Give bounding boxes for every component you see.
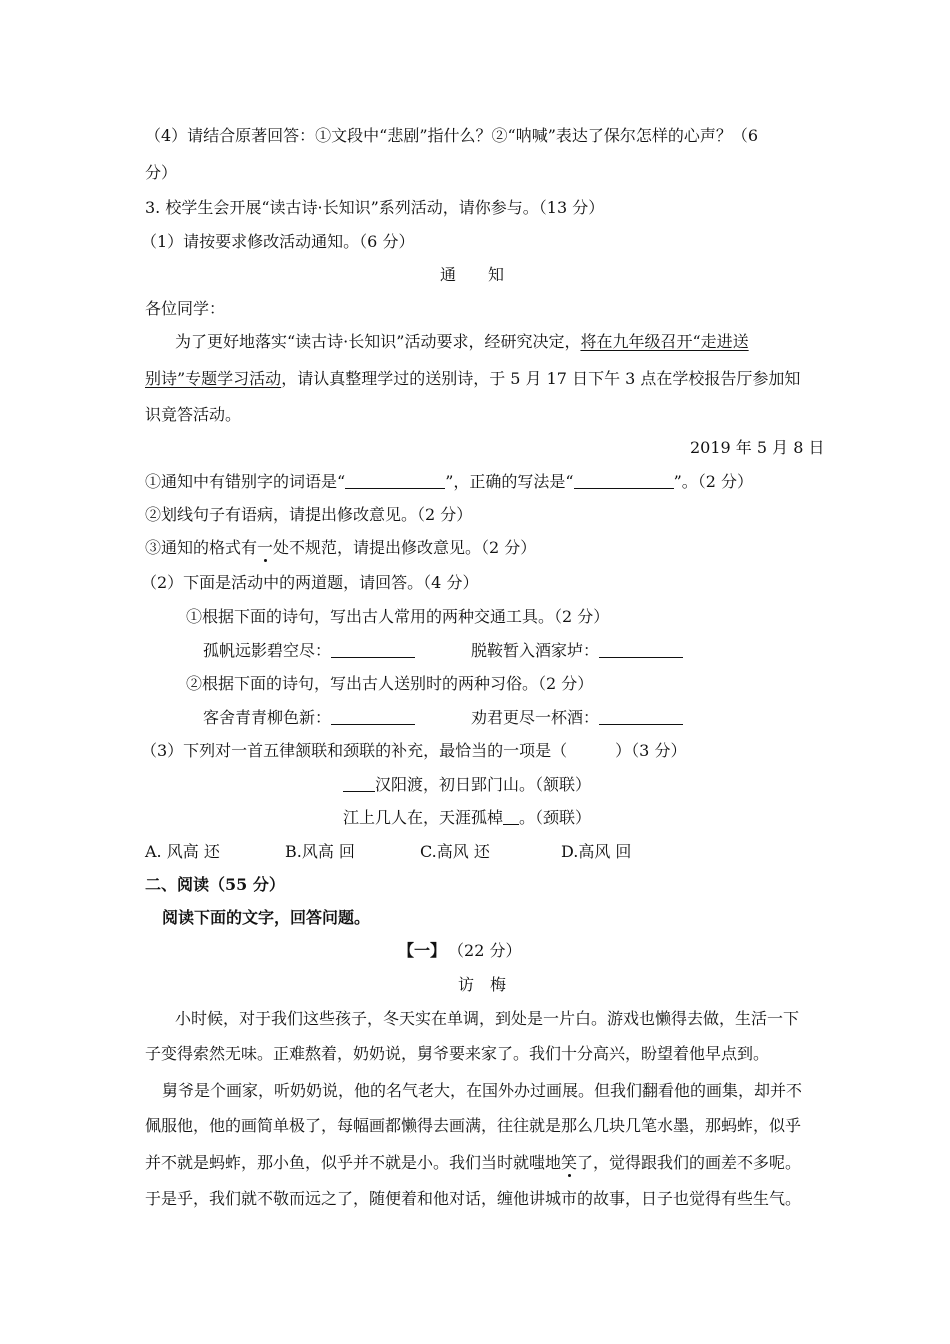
sub1-mid: ”，正确的写法是“	[445, 472, 574, 491]
option-a: A. 风高 还	[145, 842, 220, 861]
q3-part1: （1）请按要求修改活动通知。（6 分）	[141, 232, 415, 251]
answer-blank[interactable]	[503, 808, 519, 825]
section2-title: 二、阅读（55 分）	[145, 875, 285, 894]
story-title: 访 梅	[458, 975, 507, 994]
poem-line-end: 。（颈联）	[519, 808, 592, 827]
answer-blank[interactable]	[599, 641, 683, 658]
q2-4-line1: （4）请结合原著回答：①文段中“悲剧”指什么？②“呐喊”表达了保尔怎样的心声？（6	[145, 126, 759, 145]
sub3-prefix: ③通知的格式有	[145, 538, 258, 557]
sub1-end: ”。（2 分）	[673, 472, 754, 491]
notice-body-text: ，请认真整理学过的送别诗，于 5 月 17 日下午 3 点在学校报告厅参加知	[281, 369, 801, 388]
paragraph-text: 并不就是蚂蚱，那小鱼，似乎并不就是小。我们当时就嗤地	[145, 1153, 562, 1172]
underlined-sentence: 将在九年级召开“走进送	[580, 332, 749, 351]
part2-q1-answers	[203, 640, 415, 662]
part2-q2: ②根据下面的诗句，写出古人送别时的两种习俗。（2 分）	[186, 674, 594, 693]
emphasis-char: 笑	[561, 1153, 578, 1172]
q3-sub3	[145, 537, 536, 559]
part3-line2	[343, 807, 591, 829]
emphasis-char: 一	[257, 538, 274, 557]
section2-instruction: 阅读下面的文字，回答问题。	[162, 908, 371, 927]
answer-blank[interactable]	[343, 775, 375, 792]
sub1-prompt: ①通知中有错别字的词语是“	[145, 472, 346, 491]
part2-q2-answers-b	[471, 707, 683, 729]
answer-blank[interactable]	[345, 472, 445, 489]
notice-body-line2	[145, 368, 800, 390]
part2-q2-answers	[203, 707, 415, 729]
option-d: D.高风 回	[561, 842, 632, 861]
paragraph-line: 于是乎，我们就不敬而远之了，随便着和他对话，缠他讲城市的故事，日子也觉得有些生气。	[145, 1189, 802, 1208]
q2-4-line2: 分）	[145, 163, 178, 182]
poem-line: 江上几人在，天涯孤棹	[343, 808, 504, 827]
q3-part3: （3）下列对一首五律颔联和颈联的补充，最恰当的一项是（ ）（3 分）	[141, 741, 687, 760]
part-heading	[398, 940, 521, 962]
poem-line: 劝君更尽一杯酒：	[471, 708, 600, 727]
option-c: C.高风 还	[420, 842, 490, 861]
part-label: 【一】	[398, 941, 447, 960]
answer-blank[interactable]	[599, 708, 683, 725]
option-b: B.风高 回	[285, 842, 355, 861]
notice-body-line1	[175, 331, 749, 353]
sub3-suffix: 处不规范，请提出修改意见。（2 分）	[273, 538, 537, 557]
paragraph-text: 了，觉得跟我们的画差不多呢。	[577, 1153, 802, 1172]
q3-part2: （2）下面是活动中的两道题，请回答。（4 分）	[141, 573, 479, 592]
notice-body-line3: 识竟答活动。	[145, 405, 242, 424]
poem-line: 孤帆远影碧空尽：	[203, 641, 332, 660]
part2-q1-answers-b	[471, 640, 683, 662]
notice-date: 2019 年 5 月 8 日	[690, 438, 825, 457]
paragraph-line	[145, 1152, 801, 1174]
underlined-sentence: 别诗”专题学习活动	[145, 369, 282, 388]
notice-body-text: 为了更好地落实“读古诗·长知识”活动要求，经研究决定，	[175, 332, 581, 351]
poem-line: 汉阳渡，初日郢门山。（颔联）	[375, 775, 592, 794]
answer-blank[interactable]	[331, 708, 415, 725]
paragraph-line: 小时候，对于我们这些孩子，冬天实在单调，到处是一片白。游戏也懒得去做，生活一下	[175, 1009, 800, 1028]
paragraph-line: 佩服他，他的画简单极了，每幅画都懒得去画满，往往就是那么几块几笔水墨，那蚂蚱，似乎	[145, 1116, 802, 1135]
notice-heading: 通 知	[440, 265, 505, 284]
poem-line: 客舍青青柳色新：	[203, 708, 332, 727]
answer-blank[interactable]	[331, 641, 415, 658]
paragraph-line: 子变得索然无味。正难熬着，奶奶说，舅爷要来家了。我们十分高兴，盼望着他早点到。	[145, 1044, 770, 1063]
q3-sub2: ②划线句子有语病，请提出修改意见。（2 分）	[145, 505, 473, 524]
poem-line: 脱鞍暂入酒家垆：	[471, 641, 600, 660]
part-score: （22 分）	[456, 941, 522, 960]
part2-q1: ①根据下面的诗句，写出古人常用的两种交通工具。（2 分）	[186, 607, 610, 626]
part3-line1	[343, 774, 591, 796]
paragraph-line: 舅爷是个画家，听奶奶说，他的名气老大，在国外办过画展。但我们翻看他的画集，却并不	[162, 1081, 803, 1100]
q3-title: 3. 校学生会开展“读古诗·长知识”系列活动，请你参与。（13 分）	[145, 198, 605, 217]
answer-blank[interactable]	[574, 472, 674, 489]
q3-sub1	[145, 471, 753, 493]
notice-salutation: 各位同学：	[145, 299, 226, 318]
